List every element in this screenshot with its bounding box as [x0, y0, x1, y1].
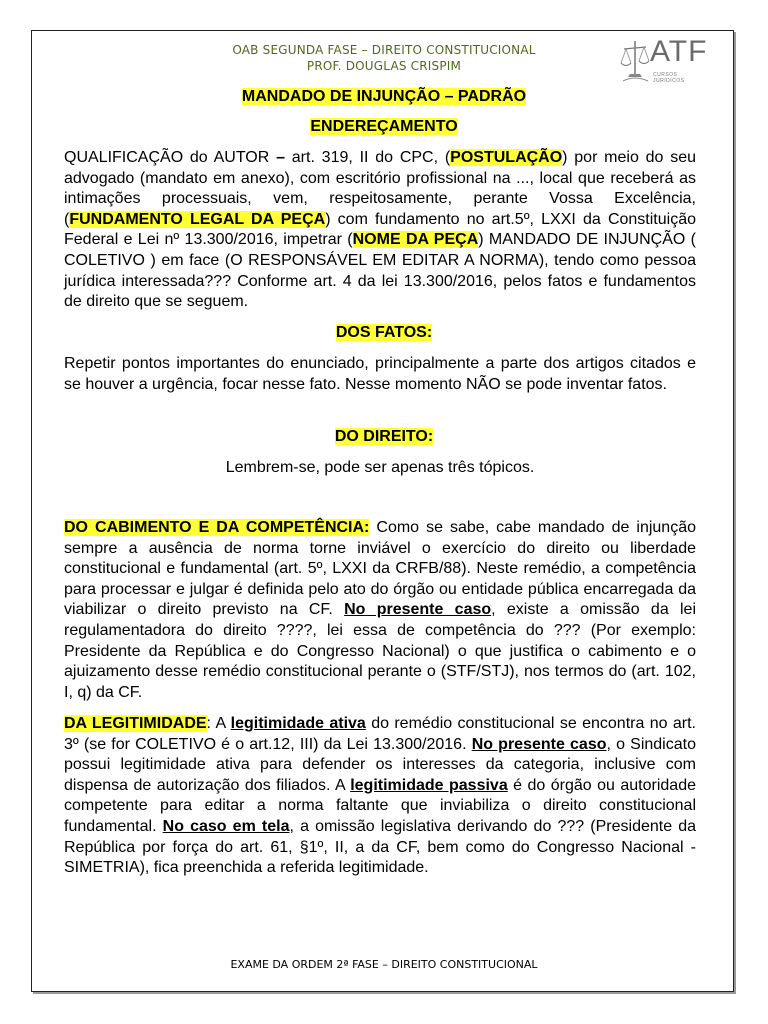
cabimento-heading: DO CABIMENTO E DA COMPETÊNCIA:	[64, 519, 370, 536]
header-course: OAB SEGUNDA FASE – DIREITO CONSTITUCIONAL	[232, 43, 536, 57]
fundamento-highlight: FUNDAMENTO LEGAL DA PEÇA	[69, 210, 326, 228]
nome-peca-highlight: NOME DA PEÇA	[352, 231, 479, 249]
header-professor: PROF. DOUGLAS CRISPIM	[306, 59, 462, 73]
scales-of-justice-icon	[620, 37, 650, 83]
qualificacao-paragraph: QUALIFICAÇÃO do AUTOR – art. 319, II do CPC, (POSTULAÇÃO) por meio do seu advogado (mandato em anexo), com escritório profissional na ..., local que receberá as intimações processuais, vem, respeitosamente, perante Vossa Excelência, (FUNDAMENTO LEGAL DA PEÇA) com fundamento no art.5º, LXXI da Constituição Federal e Lei nº 13.300/2016, impetrar (NOME DA PEÇA) MANDADO DE INJUNÇÃO ( COLETIVO ) em face (O RESPONSÁVEL EM EDITAR A NORMA), tendo como pessoa jurídica interessada??? Conforme art. 4 da lei 13.300/2016, pelos fatos e fundamentos de direito que se seguem.	[64, 149, 697, 311]
cabimento-paragraph: DO CABIMENTO E DA COMPETÊNCIA: Como se sabe, cabe mandado de injunção sempre a ausência de norma torne inviável o exercício do direito ou liberdade constitucional e fundamental (art. 5º, LXXI da CRFB/88). Neste remédio, a competência para processar e julgar é definida pelo ato do órgão ou entidade pública encarregada da viabilizar o direito previsto na CF. No presente caso, existe a omissão da lei regulamentadora do direito ????, lei essa de competência do ??? (Por exemplo: Presidente da República e do Congresso Nacional) o que justifica o cabimento e o ajuizamento desse remédio constitucional perante o (STF/STJ), nos termos do (art. 102, I, q) da CF.	[64, 519, 696, 701]
page-footer: EXAME DA ORDEM 2ª FASE – DIREITO CONSTITUCIONAL	[230, 958, 538, 971]
postulacao-highlight: POSTULAÇÃO	[450, 149, 563, 166]
logo-subtitle: CURSOS JURÍDICOS	[653, 72, 685, 84]
document-title: MANDADO DE INJUNÇÃO – PADRÃO	[241, 88, 527, 105]
legitimidade-heading: DA LEGITIMIDADE	[64, 715, 207, 732]
section-dos-fatos: DOS FATOS:	[335, 324, 433, 341]
section-enderecamento: ENDEREÇAMENTO	[310, 118, 458, 135]
section-do-direito: DO DIREITO:	[334, 428, 434, 445]
dos-fatos-paragraph: Repetir pontos importantes do enunciado, principalmente a parte dos artigos citados e se houver a urgência, focar nesse fato. Nesse momento NÃO se pode inventar fatos.	[64, 355, 696, 393]
legitimidade-paragraph: DA LEGITIMIDADE: A legitimidade ativa do remédio constitucional se encontra no art. 3º (se for COLETIVO é o art.12, III) da Lei 13.300/2016. No presente caso, o Sindicato possui legitimidade ativa para defender os interesses da categoria, inclusive com dispensa de autorização dos filiados. A legitimidade passiva é do órgão ou autoridade competente para editar a norma faltante que inviabiliza o direito constitucional fundamental. No caso em tela, a omissão legislativa derivando do ??? (Presidente da República por força do art. 61, §1º, II, a da CF, bem como do Congresso Nacional - SIMETRIA), fica preenchida a referida legitimidade.	[64, 715, 697, 877]
logo-text: ATF	[650, 35, 708, 68]
do-direito-paragraph: Lembrem-se, pode ser apenas três tópicos.	[225, 459, 535, 476]
atf-logo	[620, 37, 710, 85]
